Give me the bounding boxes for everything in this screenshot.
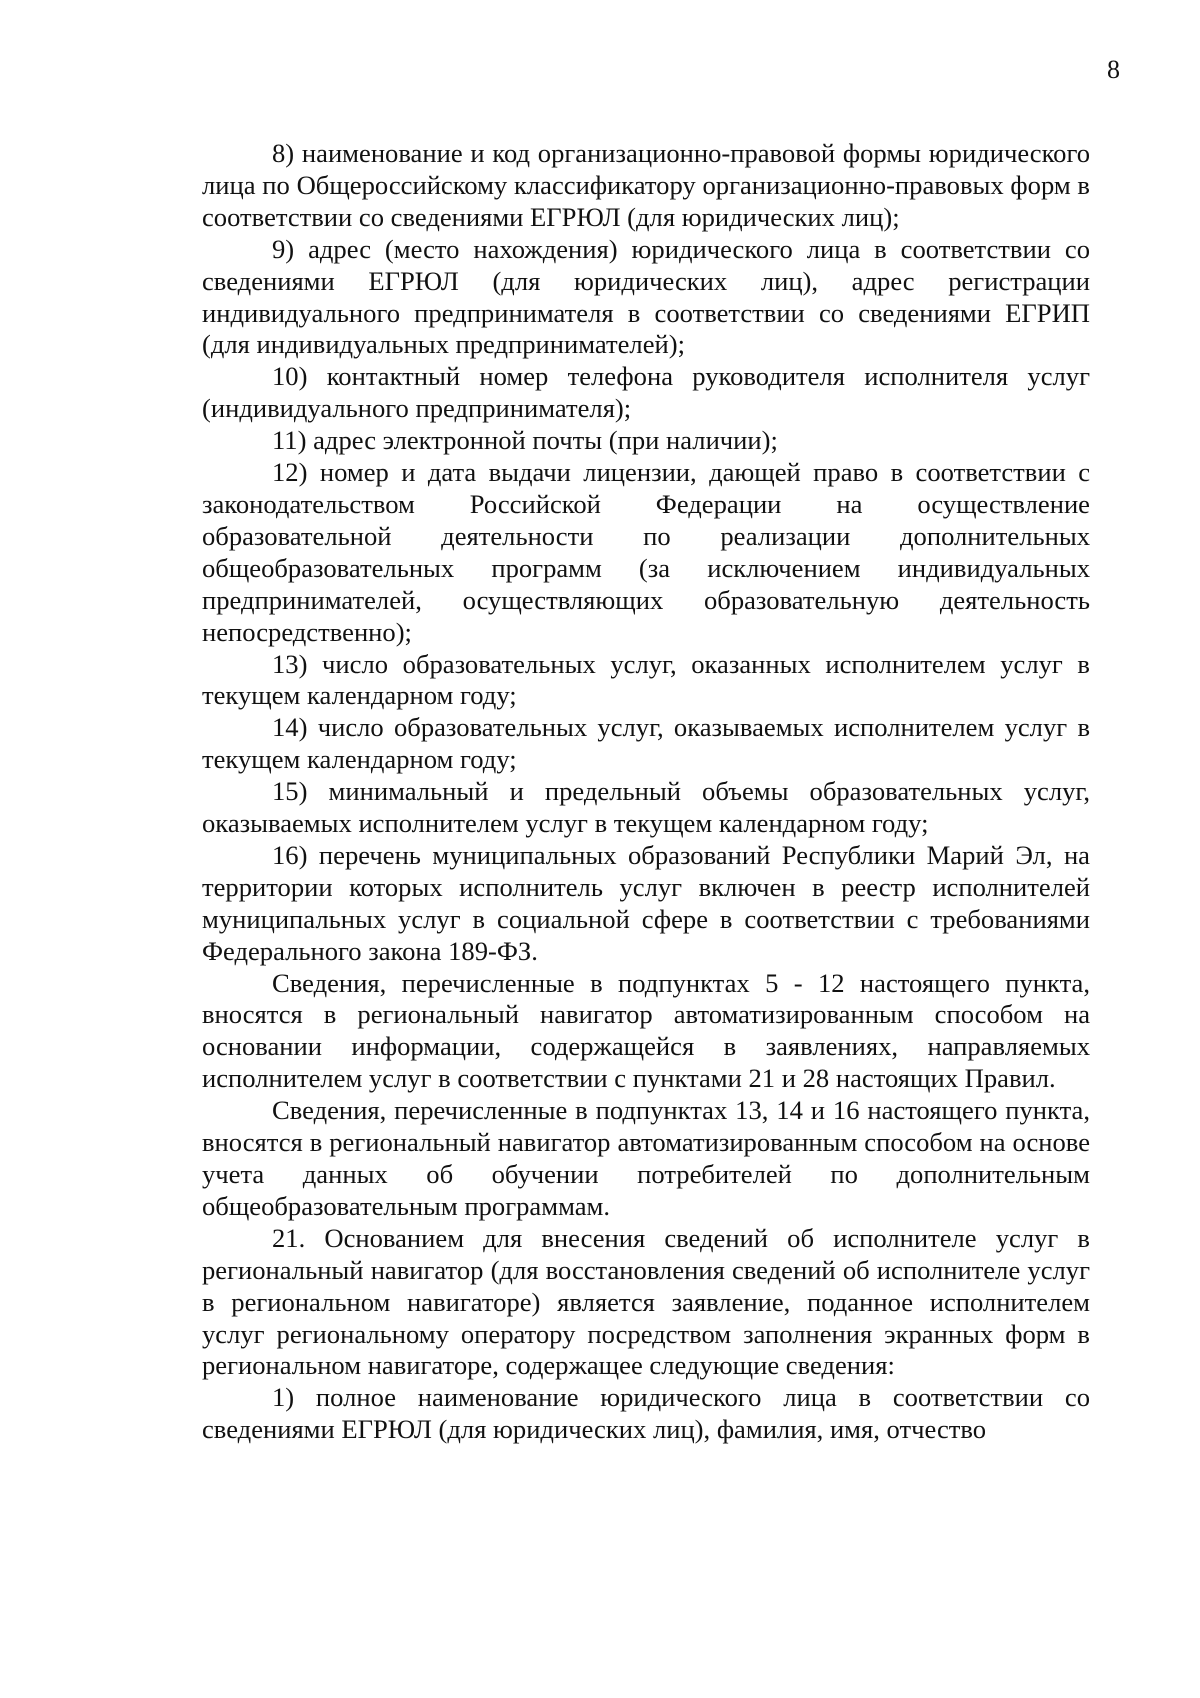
paragraph-item-11: 11) адрес электронной почты (при наличии);	[272, 425, 778, 456]
document-body	[202, 138, 1090, 1446]
paragraph-clause-21: 21. Основанием для внесения сведений об исполнителе услуг в региональный навигатор (для восстановления сведений об исполнителе услуг в региональном навигаторе) является заявление, поданное исполнителем услуг региональному оператору посредством заполнения экранных форм в региональном навигаторе, содержащее следующие сведения:	[202, 1222, 1090, 1381]
paragraph-item-16: 16) перечень муниципальных образований Республики Марий Эл, на территории которых исполнитель услуг включен в реестр исполнителей муниципальных услуг в социальной сфере в соответствии с требованиями Федерального закона 189-ФЗ.	[202, 839, 1090, 966]
page-number: 8	[1107, 55, 1120, 84]
paragraph-item-14: 14) число образовательных услуг, оказываемых исполнителем услуг в текущем календарном году;	[202, 712, 1090, 775]
paragraph-note-5-12: Сведения, перечисленные в подпунктах 5 - 12 настоящего пункта, вносятся в региональный навигатор автоматизированным способом на основании информации, содержащейся в заявлениях, направляемых исполнителем услуг в соответствии с пунктами 21 и 28 настоящих Правил.	[202, 967, 1090, 1094]
paragraph-note-13-16: Сведения, перечисленные в подпунктах 13, 14 и 16 настоящего пункта, вносятся в региональный навигатор автоматизированным способом на основе учета данных об обучении потребителей по дополнительным общеобразовательным программам.	[202, 1095, 1090, 1221]
paragraph-item-9: 9) адрес (место нахождения) юридического лица в соответствии со сведениями ЕГРЮЛ (для юридических лиц), адрес регистрации индивидуального предпринимателя в соответствии со сведениями ЕГРИП (для индивидуальных предпринимателей);	[202, 233, 1090, 360]
paragraph-item-10: 10) контактный номер телефона руководителя исполнителя услуг (индивидуального предпринимателя);	[202, 361, 1090, 424]
paragraph-item-8: 8) наименование и код организационно-правовой формы юридического лица по Общероссийскому классификатору организационно-правовых форм в соответствии со сведениями ЕГРЮЛ (для юридических лиц);	[202, 138, 1090, 232]
paragraph-item-15: 15) минимальный и предельный объемы образовательных услуг, оказываемых исполнителем услуг в текущем календарном году;	[202, 776, 1090, 839]
paragraph-item-13: 13) число образовательных услуг, оказанных исполнителем услуг в текущем календарном году;	[202, 648, 1090, 711]
paragraph-item-1: 1) полное наименование юридического лица в соответствии со сведениями ЕГРЮЛ (для юридических лиц), фамилия, имя, отчество	[202, 1382, 1090, 1445]
paragraph-item-12: 12) номер и дата выдачи лицензии, дающей право в соответствии с законодательством Российской Федерации на осуществление образовательной деятельности по реализации дополнительных общеобразовательных программ (за исключением индивидуальных предпринимателей, осуществляющих образовательную деятельность непосредственно);	[202, 457, 1090, 647]
